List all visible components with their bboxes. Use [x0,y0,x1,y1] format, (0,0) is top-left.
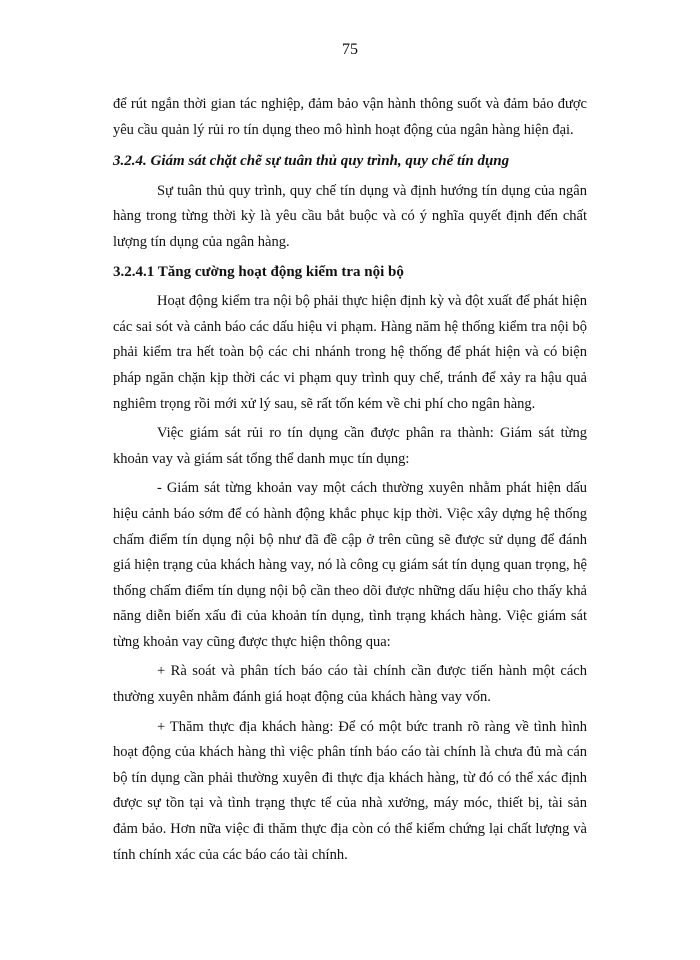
page-number: 75 [342,41,358,58]
subsection-heading-3-2-4-1: 3.2.4.1 Tăng cường hoạt động kiểm tra nội bộ [113,263,404,280]
section-heading-3-2-4: 3.2.4. Giám sát chặt chẽ sự tuân thủ quy trình, quy chế tín dụng [113,153,510,170]
paragraph-risk-monitoring: Việc giám sát rủi ro tín dụng cần được phân ra thành: Giám sát từng khoản vay và giám sát tổng thể danh mục tín dụng: [113,425,587,467]
page-content [113,92,587,868]
paragraph-compliance: Sự tuân thủ quy trình, quy chế tín dụng và định hướng tín dụng của ngân hàng trong từng thời kỳ là yêu cầu bắt buộc và có ý nghĩa quyết định đến chất lượng tín dụng của ngân hàng. [113,182,587,250]
paragraph-continuation: để rút ngắn thời gian tác nghiệp, đảm bảo vận hành thông suốt và đảm bảo được yêu cầu quản lý rủi ro tín dụng theo mô hình hoạt động của ngân hàng hiện đại. [113,96,587,138]
paragraph-site-visit: + Thăm thực địa khách hàng: Để có một bức tranh rõ ràng về tình hình hoạt động của khách hàng thì việc phân tính báo cáo tài chính là chưa đủ mà cán bộ tín dụng cần phải thường xuyên đi thực địa khách hàng, từ đó có thể xác định được sự tồn tại và tình trạng thực tế của nhà xưởng, máy móc, thiết bị, tài sản đảm bảo. Hơn nữa việc đi thăm thực địa còn có thể kiểm chứng lại chất lượng và tính chính xác của các báo cáo tài chính. [113,718,587,863]
paragraph-financial-review: + Rà soát và phân tích báo cáo tài chính cần được tiến hành một cách thường xuyên nhằm đánh giá hoạt động của khách hàng vay vốn. [113,663,587,706]
paragraph-internal-audit: Hoạt động kiểm tra nội bộ phải thực hiện định kỳ và đột xuất để phát hiện các sai sót và cảnh báo các dấu hiệu vi phạm. Hàng năm hệ thống kiểm tra nội bộ phải kiểm tra hết toàn bộ các chi nhánh trong hệ thống để phát hiện và có biện pháp ngăn chặn kịp thời các vi phạm quy trình quy chế, tránh để xảy ra hậu quả nghiêm trọng rồi mới xử lý sau, sẽ rất tốn kém về chi phí cho ngân hàng. [113,293,587,412]
paragraph-loan-monitoring: - Giám sát từng khoản vay một cách thường xuyên nhằm phát hiện dấu hiệu cảnh báo sớm để có hành động khắc phục kịp thời. Việc xây dựng hệ thống chấm điểm tín dụng nội bộ như đã đề cập ở trên cũng sẽ được sử dụng để đánh giá hiện trạng của khách hàng vay, nó là công cụ giám sát tín dụng quan trọng, hệ thống chấm điểm tín dụng nội bộ cần theo dõi được những dấu hiệu cho thấy khả năng diễn biến xấu đi của khoản tín dụng, tình trạng khách hàng. Việc giám sát từng khoản vay cũng được thực hiện thông qua: [113,480,587,650]
